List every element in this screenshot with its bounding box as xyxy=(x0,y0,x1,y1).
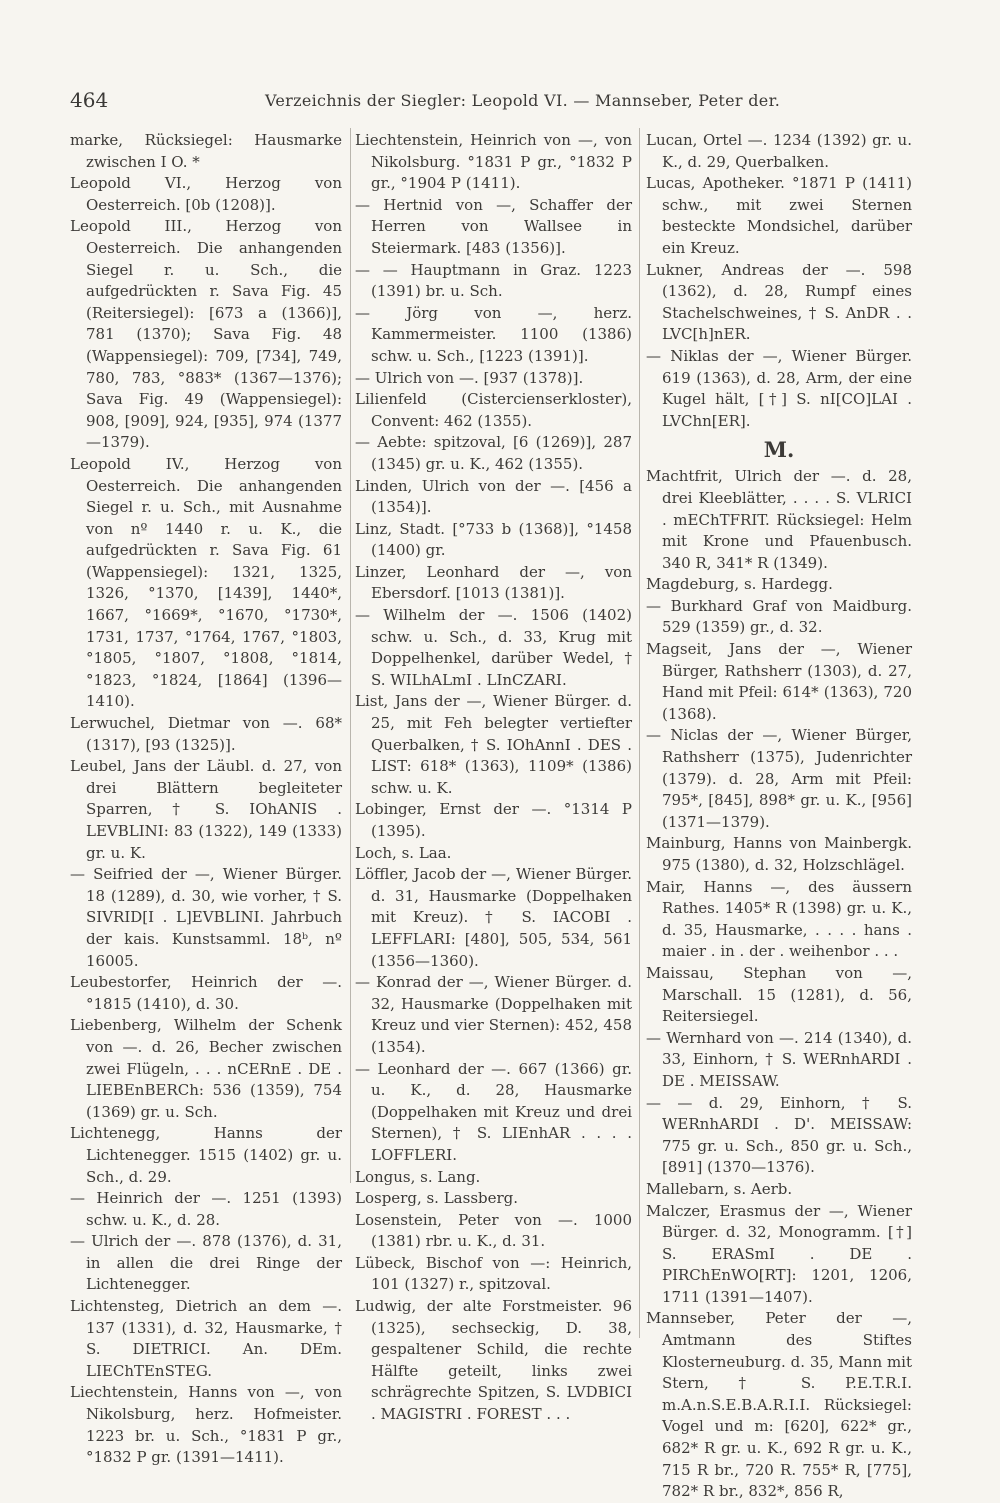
page-header xyxy=(70,88,940,116)
index-entry: Linden, Ulrich von der —. [456 a (1354)]. xyxy=(355,476,632,517)
text-column-3 xyxy=(646,130,912,1503)
section-letter: M. xyxy=(763,437,795,463)
index-entry: — Aebte: spitzoval, [6 (1269)], 287 (1345) gr. u. K., 462 (1355). xyxy=(355,433,632,473)
page-number: 464 xyxy=(70,88,109,112)
index-entry: Lucas, Apotheker. °1871 P (1411) schw., mit zwei Sternen besteckte Mondsichel, darüber ein Kreuz. xyxy=(646,174,912,257)
index-entry: — Burkhard Graf von Maidburg. 529 (1359) gr., d. 32. xyxy=(646,596,912,637)
index-entry: Linz, Stadt. [°733 b (1368)], °1458 (1400) gr. xyxy=(355,519,632,560)
text-column-2 xyxy=(355,130,632,1426)
index-entry: — Konrad der —, Wiener Bürger. d. 32, Hausmarke (Doppelhaken mit Kreuz und vier Sternen): 452, 458 (1354). xyxy=(355,973,632,1056)
index-entry: Leopold IV., Herzog von Oesterreich. Die anhangenden Siegel r. u. Sch., mit Ausnahme von nº 1440 r. u. K., die aufgedrückten r. Sava Fig. 61 (Wappensiegel): 1321, 1325, 1326, °1370, [1439], 1440*, 1667, °1669*, °1670, °1730*, 1731, 1737, °1764, 1767, °1803, °1805, °1807, °1808, °1814, °1823, °1824, [1864] (1396—1410). xyxy=(70,454,342,711)
index-entry: Leopold VI., Herzog von Oesterreich. [0b (1208)]. xyxy=(70,174,342,214)
index-entry: Magdeburg, s. Hardegg. xyxy=(646,575,833,594)
index-entry: Maissau, Stephan von —, Marschall. 15 (1281), d. 56, Reitersiegel. xyxy=(646,963,912,1026)
index-entry: Lübeck, Bischof von —: Heinrich, 101 (1327) r., spitzoval. xyxy=(355,1253,632,1294)
index-entry: Longus, s. Lang. xyxy=(355,1167,481,1186)
index-entry: Lerwuchel, Dietmar von —. 68* (1317), [93 (1325)]. xyxy=(70,714,342,754)
index-entry: Lilienfeld (Cistercienserkloster), Convent: 462 (1355). xyxy=(355,390,632,430)
index-entry: — Ulrich der —. 878 (1376), d. 31, in allen die drei Ringe der Lichtenegger. xyxy=(70,1232,342,1294)
column-divider xyxy=(350,128,351,1183)
index-entry: List, Jans der —, Wiener Bürger. d. 25, mit Feh belegter vertiefter Querbalken, † S. IOhAnnI . DES . LIST: 618* (1363), 1109* (1386) schw. u. K. xyxy=(355,692,632,797)
index-entry: Liebenberg, Wilhelm der Schenk von —. d. 26, Becher zwischen zwei Flügeln, . . . nCERnE . DE . LIEBEnBERCh: 536 (1359), 754 (1369) gr. u. Sch. xyxy=(70,1016,342,1121)
index-entry: — Wilhelm der —. 1506 (1402) schw. u. Sch., d. 33, Krug mit Doppelhenkel, darüber Wedel, † S. WILhALmI . LInCZARI. xyxy=(355,606,632,689)
index-entry: — Heinrich der —. 1251 (1393) schw. u. K., d. 28. xyxy=(70,1189,342,1229)
index-entry: — Hertnid von —, Schaffer der Herren von Wallsee in Steiermark. [483 (1356)]. xyxy=(355,195,632,257)
index-entry: Ludwig, der alte Forstmeister. 96 (1325), sechseckig, D. 38, gespaltener Schild, die rechte Hälfte geteilt, links zwei schrägrechte Spitzen, S. LVDBICI . MAGISTRI . FOREST . . . xyxy=(355,1297,632,1424)
index-entry: — Jörg von —, herz. Kammermeister. 1100 (1386) schw. u. Sch., [1223 (1391)]. xyxy=(355,303,632,365)
index-entry: Machtfrit, Ulrich der —. d. 28, drei Kleeblätter, . . . . S. VLRICI . mEChTFRIT. Rücksiegel: Helm mit Krone und Pfauenbusch. 340 R, 341* R (1349). xyxy=(646,467,912,572)
index-entry: Leubestorfer, Heinrich der —. °1815 (1410), d. 30. xyxy=(70,973,342,1013)
index-entry: — Niclas der —, Wiener Bürger, Rathsherr (1375), Judenrichter (1379). d. 28, Arm mit Pfeil: 795*, [845], 898* gr. u. K., [956] (1371—1379). xyxy=(646,726,912,831)
index-entry: Liechtenstein, Hanns von —, von Nikolsburg, herz. Hofmeister. 1223 br. u. Sch., °1831 P gr., °1832 P gr. (1391—1411). xyxy=(70,1383,342,1467)
column-divider xyxy=(639,128,640,1338)
index-entry: — Seifried der —, Wiener Bürger. 18 (1289), d. 30, wie vorher, † S. SIVRID[I . L]EVBLINI. Jahrbuch der kais. Kunstsamml. 18ᵇ, nº 16005. xyxy=(70,865,342,970)
index-entry: — Wernhard von —. 214 (1340), d. 33, Einhorn, † S. WERnhARDI . DE . MEISSAW. xyxy=(646,1028,912,1090)
index-entry: Losenstein, Peter von —. 1000 (1381) rbr. u. K., d. 31. xyxy=(355,1210,632,1251)
index-entry: — Niklas der —, Wiener Bürger. 619 (1363), d. 28, Arm, der eine Kugel hält, [†] S. nI[CO]LAI . LVChn[ER]. xyxy=(646,346,912,430)
index-entry: Mainburg, Hanns von Mainbergk. 975 (1380), d. 32, Holzschlägel. xyxy=(646,834,912,874)
index-entry: Mallebarn, s. Aerb. xyxy=(646,1179,793,1198)
index-entry: Linzer, Leonhard der —, von Ebersdorf. [1013 (1381)]. xyxy=(355,562,632,603)
index-entry: Mannseber, Peter der —, Amtmann des Stiftes Klosterneuburg. d. 35, Mann mit Stern, † S. P.E.T.R.I. m.A.n.S.E.B.A.R.I.I. Rücksiegel: Vogel und m: [620], 622* gr., 682* R gr. u. K., 692 R gr. u. K., 715 R br., 720 R. 755* R, [775], 782* R br., 832*, 856 R, xyxy=(646,1309,912,1501)
text-column-1 xyxy=(70,130,342,1469)
index-entry: — — Hauptmann in Graz. 1223 (1391) br. u. Sch. xyxy=(355,260,632,301)
index-entry: Malczer, Erasmus der —, Wiener Bürger. d. 32, Monogramm. [†] S. ERASmI . DE . PIRChEnWO[RT]: 1201, 1206, 1711 (1391—1407). xyxy=(646,1201,912,1306)
index-entry: Lukner, Andreas der —. 598 (1362), d. 28, Rumpf eines Stachelschweines, † S. AnDR . . LVC[h]nER. xyxy=(646,260,912,344)
index-entry: — Leonhard der —. 667 (1366) gr. u. K., d. 28, Hausmarke (Doppelhaken mit Kreuz und drei Sternen), † S. LIEnhAR . . . . LOFFLERI. xyxy=(355,1059,632,1164)
index-entry: Liechtenstein, Heinrich von —, von Nikolsburg. °1831 P gr., °1832 P gr., °1904 P (1411). xyxy=(355,131,632,193)
index-entry: Loch, s. Laa. xyxy=(355,843,452,862)
index-entry: Magseit, Jans der —, Wiener Bürger, Rathsherr (1303), d. 27, Hand mit Pfeil: 614* (1363), 720 (1368). xyxy=(646,640,912,723)
index-entry: Mair, Hanns —, des äussern Rathes. 1405* R (1398) gr. u. K., d. 35, Hausmarke, . . . . hans . maier . in . der . weihenbor . . . xyxy=(646,877,912,961)
index-entry: Leubel, Jans der Läubl. d. 27, von drei Blättern begleiteter Sparren, † S. IOhANIS . LEVBLINI: 83 (1322), 149 (1333) gr. u. K. xyxy=(70,757,342,862)
index-entry: Lichtensteg, Dietrich an dem —. 137 (1331), d. 32, Hausmarke, † S. DIETRICI. An. DEm. LIEChTEnSTEG. xyxy=(70,1297,342,1380)
index-entry: Lichtenegg, Hanns der Lichtenegger. 1515 (1402) gr. u. Sch., d. 29. xyxy=(70,1124,342,1186)
index-entry: Lucan, Ortel —. 1234 (1392) gr. u. K., d. 29, Querbalken. xyxy=(646,131,912,171)
index-entry: Lobinger, Ernst der —. °1314 P (1395). xyxy=(355,800,632,840)
index-entry: — Ulrich von —. [937 (1378)]. xyxy=(355,368,584,387)
index-entry: marke, Rücksiegel: Hausmarke zwischen I O. * xyxy=(70,131,342,171)
index-entry: Losperg, s. Lassberg. xyxy=(355,1189,519,1208)
running-head: Verzeichnis der Siegler: Leopold VI. — Mannseber, Peter der. xyxy=(265,91,781,110)
index-entry: — — d. 29, Einhorn, † S. WERnhARDI . D'. MEISSAW: 775 gr. u. Sch., 850 gr. u. Sch., [891] (1370—1376). xyxy=(646,1093,912,1177)
index-entry: Leopold III., Herzog von Oesterreich. Die anhangenden Siegel r. u. Sch., die aufgedrückten r. Sava Fig. 45 (Reitersiegel): [673 a (1366)], 781 (1370); Sava Fig. 48 (Wappensiegel): 709, [734], 749, 780, 783, °883* (1367—1376); Sava Fig. 49 (Wappensiegel): 908, [909], 924, [935], 974 (1377—1379). xyxy=(70,217,342,452)
index-entry: Löffler, Jacob der —, Wiener Bürger. d. 31, Hausmarke (Doppelhaken mit Kreuz). † S. IACOBI . LEFFLARI: [480], 505, 534, 561 (1356—1360). xyxy=(355,865,632,970)
